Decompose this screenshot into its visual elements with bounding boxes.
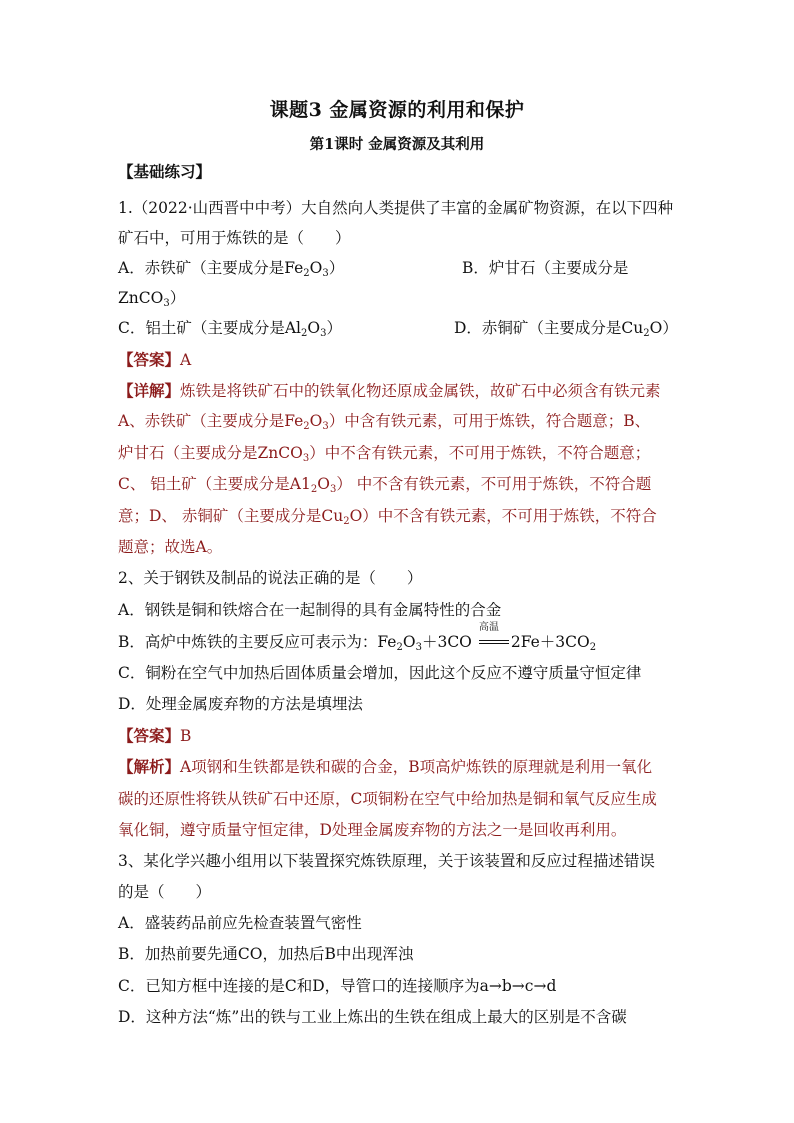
q2-analysis-line3: 氧化铜，遵守质量守恒定律，D处理金属废弃物的方法之一是回收再利用。 (118, 821, 627, 839)
q1-option-b: B．炉甘石（主要成分是 (462, 259, 629, 277)
page-subtitle: 第1课时 金属资源及其利用 (309, 136, 485, 153)
q1-stem-line1: 1.（2022·山西晋中中考）大自然向人类提供了丰富的金属矿物资源，在以下四种 (118, 199, 674, 217)
q3-stem-line1: 3、某化学兴趣小组用以下装置探究炼铁原理，关于该装置和反应过程描述错误 (118, 852, 655, 870)
q2-answer: 【答案】B (118, 726, 192, 745)
q3-option-a: A．盛装药品前应先检查装置气密性 (118, 914, 362, 932)
reaction-condition: 高温 (477, 632, 511, 652)
q2-analysis-line2: 碳的还原性将铁从铁矿石中还原，C项铜粉在空气中给加热是铜和氧气反应生成 (118, 790, 657, 808)
q1-detail-line6: 题意；故选A。 (118, 538, 223, 556)
q2-analysis-line1: 【解析】A项钢和生铁都是铁和碳的合金，B项高炉炼铁的原理就是利用一氧化 (118, 757, 653, 776)
q2-option-d: D．处理金属废弃物的方法是填埋法 (118, 695, 363, 713)
q3-option-c: C．已知方框中连接的是C和D，导管口的连接顺序为a→b→c→d (118, 977, 557, 995)
q3-option-d: D．这种方法“炼”出的铁与工业上炼出的生铁在组成上最大的区别是不含碳 (118, 1008, 627, 1026)
q2-option-c: C．铜粉在空气中加热后固体质量会增加，因此这个反应不遵守质量守恒定律 (118, 664, 642, 682)
q2-stem: 2、关于钢铁及制品的说法正确的是（ ） (118, 569, 423, 587)
q1-option-a: A．赤铁矿（主要成分是$Fe_2O_3$） (118, 259, 345, 279)
q1-option-c: C．铝土矿（主要成分是$Al_2O_3$） (118, 319, 342, 339)
q1-stem-line2: 矿石中，可用于炼铁的是（ ） (118, 229, 351, 247)
q2-option-b: B．高炉中炼铁的主要反应可表示为：$Fe_2O_3+3CO$ 高温 $2Fe+3CO_2$ (118, 622, 597, 653)
q1-answer: 【答案】A (118, 350, 192, 369)
q3-option-b: B．加热前要先通CO，加热后B中出现浑浊 (118, 945, 414, 963)
q3-stem-line2: 的是（ ） (118, 883, 212, 901)
q1-option-b-wrap: ZnCO$_3$） (118, 289, 186, 309)
q1-detail-line2: A、赤铁矿（主要成分是$Fe_2O_3$）中含有铁元素，可用于炼铁，符合题意；B、 (118, 412, 651, 432)
q1-detail-line5: 意；D、 赤铜矿（主要成分是$Cu_2O$）中不含有铁元素，不可用于炼铁，不符合 (118, 507, 657, 527)
section-label: 【基础练习】 (118, 162, 212, 181)
q2-option-a: A．钢铁是铜和铁熔合在一起制得的具有金属特性的合金 (118, 601, 502, 619)
q1-detail-line3: 炉甘石（主要成分是ZnCO$_3$）中不含有铁元素，不可用于炼铁，不符合题意； (118, 444, 651, 464)
q1-option-d: D．赤铜矿（主要成分是$Cu_2O$） (454, 319, 678, 339)
page-title: 课题3 金属资源的利用和保护 (269, 99, 525, 121)
q1-detail-line4: C、 铝土矿（主要成分是$A1_2O_3$） 中不含有铁元素，不可用于炼铁，不符合题 (118, 475, 652, 495)
q1-detail-line1: 【详解】炼铁是将铁矿石中的铁氧化物还原成金属铁，故矿石中必须含有铁元素 (118, 381, 661, 400)
